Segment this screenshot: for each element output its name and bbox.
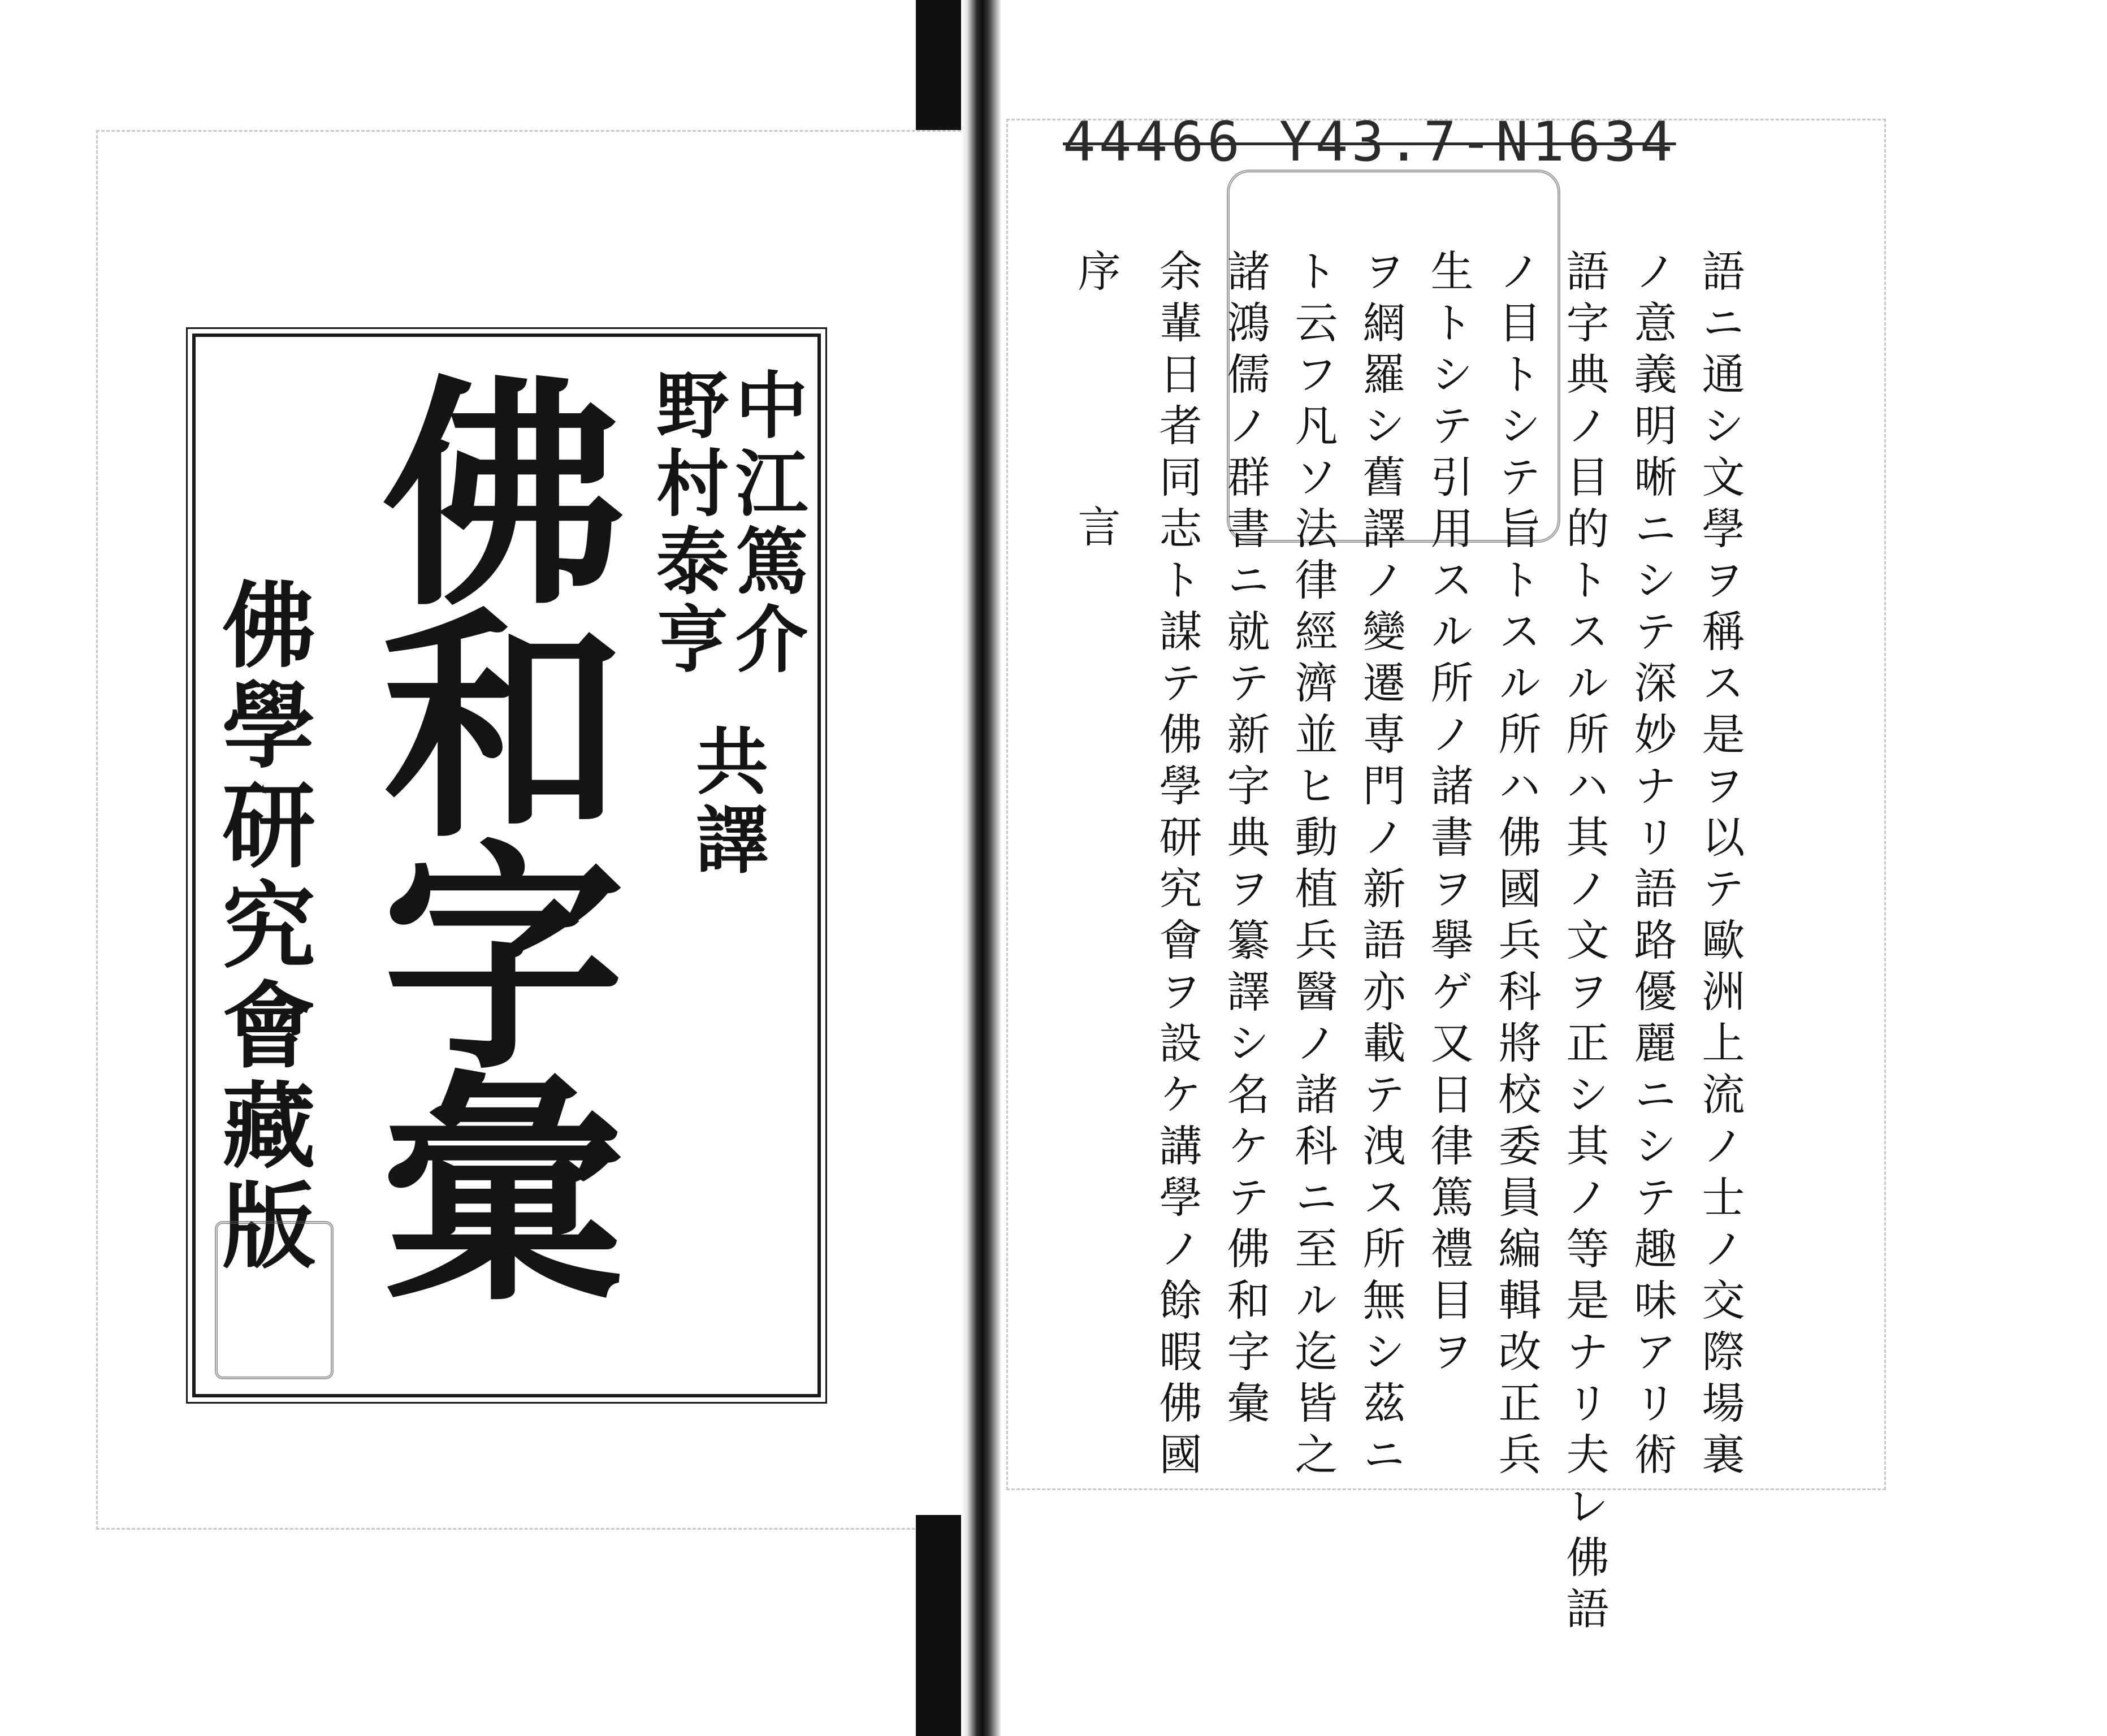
preface-column: 生トシテ引用スル所ノ諸書ヲ擧ゲ又日律篤禮目ヲ xyxy=(1424,249,1474,1380)
preface-column: ノ意義明晰ニシテ深妙ナリ語路優麗ニシテ趣味アリ術 xyxy=(1627,249,1677,1483)
library-catalog-number: 44466 Y43.7-N1634 xyxy=(1063,110,1676,174)
preface-column: ノ目トシテ旨トスル所ハ佛國兵科將校委員編輯改正兵 xyxy=(1491,249,1542,1483)
preface-column: ト云フ凡ソ法律經濟並ヒ動植兵醫ノ諸科ニ至ル迄皆之 xyxy=(1288,249,1338,1483)
spine-shadow-top xyxy=(916,0,961,130)
book-spine xyxy=(961,0,1001,1736)
joint-translation-label: 共譯 xyxy=(683,724,768,880)
publisher-seal xyxy=(215,1221,334,1379)
preface-column: 語ニ通シ文學ヲ稱ス是ヲ以テ歐洲上流ノ士ノ交際場裏 xyxy=(1695,249,1745,1483)
preface-column: 余輩日者同志ト謀テ佛學研究會ヲ設ケ講學ノ餘暇佛國 xyxy=(1152,249,1202,1483)
preface-heading: 序 言 xyxy=(1071,249,1121,632)
spine-shadow-bottom xyxy=(916,1515,961,1736)
preface-column: 諸鴻儒ノ群書ニ就テ新字典ヲ纂譯シ名ケテ佛和字彙 xyxy=(1220,249,1270,1432)
book-title: 佛和字彙 xyxy=(341,367,626,1295)
translator-name: 中江篤介 xyxy=(723,367,808,679)
publisher-imprint: 佛學研究會藏版 xyxy=(207,577,317,1277)
translator-name: 野村泰亨 xyxy=(644,367,729,679)
preface-column: 語字典ノ目的トスル所ハ其ノ文ヲ正シ其ノ等是ナリ夫レ佛語 xyxy=(1559,249,1610,1638)
preface-column: ヲ網羅シ舊譯ノ變遷専門ノ新語亦載テ洩ス所無シ茲ニ xyxy=(1356,249,1406,1483)
